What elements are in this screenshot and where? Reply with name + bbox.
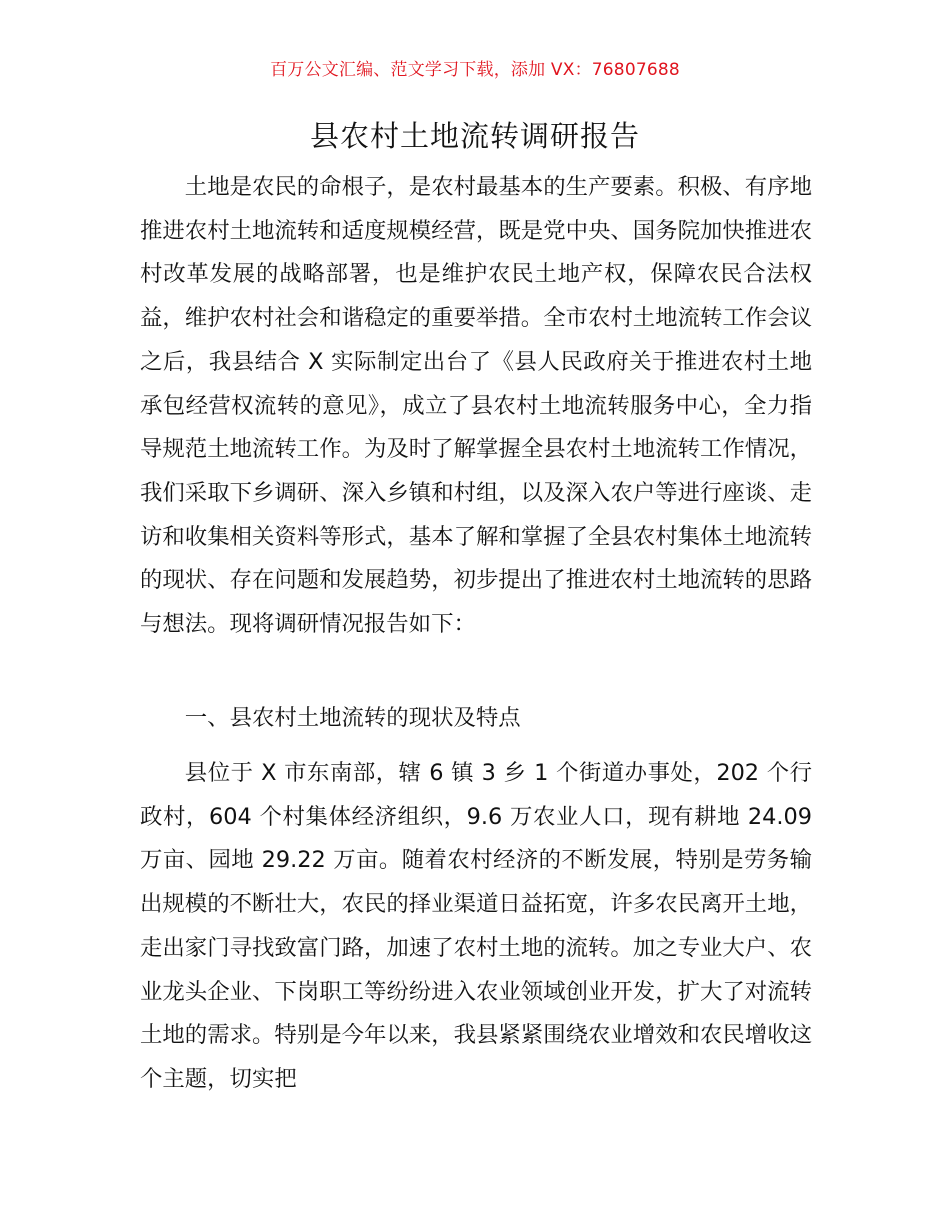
document-title: 县农村土地流转调研报告: [309, 119, 640, 153]
header-banner: 百万公文汇编、范文学习下载，添加 VX：76807688: [270, 60, 680, 80]
section-heading: 一、县农村土地流转的现状及特点: [184, 705, 521, 731]
intro-paragraph: 土地是农民的命根子，是农村最基本的生产要素。积极、有序地推进农村土地流转和适度规模经营，既是党中央、国务院加快推进农村改革发展的战略部署，也是维护农民土地产权，保障农民合法权益，维护农村社会和谐稳定的重要举措。全市农村土地流转工作会议之后，我县结合 X 实际制定出台了《县人民政府关于推进农村土地承包经营权流转的意见》，成立了县农村土地流转服务中心，全力指导规范土地流转工作。为及时了解掌握全县农村土地流转工作情况，我们采取下乡调研、深入乡镇和村组，以及深入农户等进行座谈、走访和收集相关资料等形式，基本了解和掌握了全县农村集体土地流转的现状、存在问题和发展趋势，初步提出了推进农村土地流转的思路与想法。现将调研情况报告如下：: [140, 174, 812, 638]
section-heading-container: [140, 697, 812, 741]
section-1-body: [140, 752, 812, 1102]
intro-section: [140, 166, 812, 647]
section-1-paragraph: 县位于 X 市东南部，辖 6 镇 3 乡 1 个街道办事处，202 个行政村，604 个村集体经济组织，9.6 万农业人口，现有耕地 24.09 万亩、园地 29.22 万亩。随着农村经济的不断发展，特别是劳务输出规模的不断壮大，农民的择业渠道日益拓宽，许多农民离开土地，走出家门寻找致富门路，加速了农村土地的流转。加之专业大户、农业龙头企业、下岗职工等纷纷进入农业领域创业开发，扩大了对流转土地的需求。特别是今年以来，我县紧紧围绕农业增效和农民增收这个主题，切实把: [140, 760, 812, 1092]
